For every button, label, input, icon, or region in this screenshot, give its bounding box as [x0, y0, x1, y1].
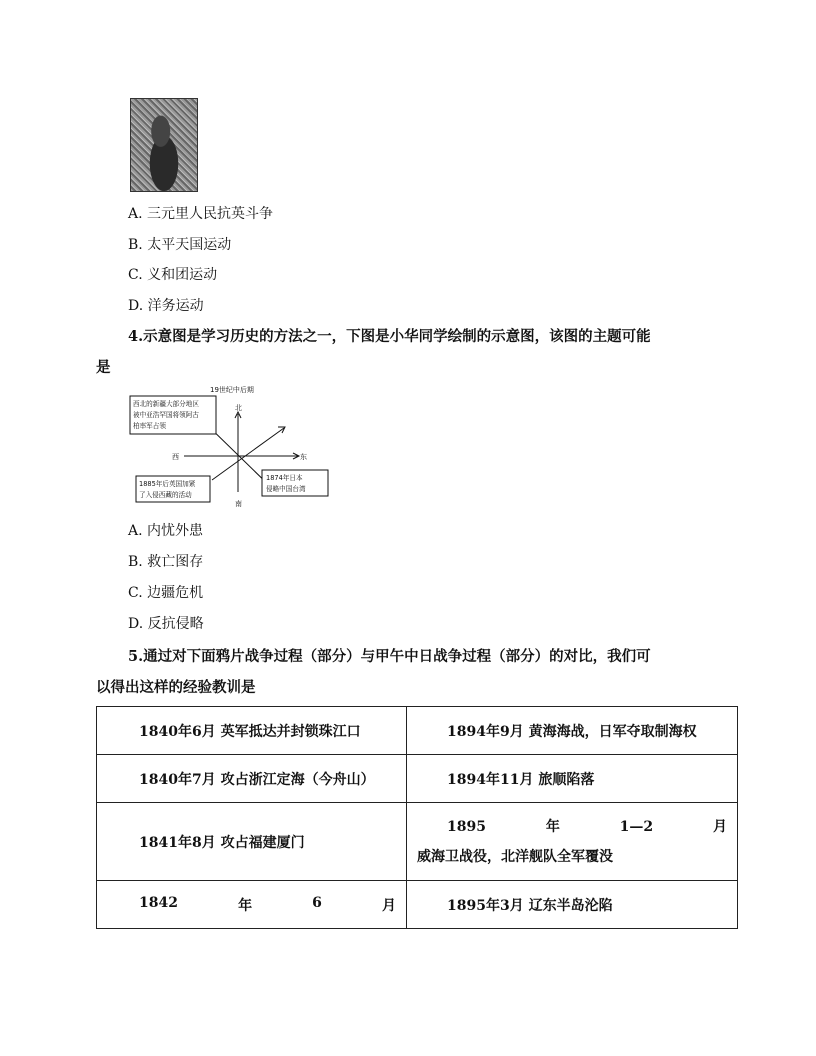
box-se-line2: 侵略中国台湾 — [266, 485, 306, 493]
opium-war-event: 1840年7月 攻占浙江定海（今舟山） — [139, 771, 375, 788]
schematic-diagram — [128, 384, 338, 508]
date-year: 1895 — [447, 818, 486, 835]
table-row — [97, 755, 738, 803]
q3-option-c: C. 义和团运动 — [128, 267, 218, 283]
sino-japanese-war-event: 1894年9月 黄海海战，日军夺取制海权 — [447, 723, 697, 740]
direction-north: 北 — [235, 404, 242, 412]
date-year-unit: 年 — [238, 897, 253, 914]
q4-stem-line2: 是 — [96, 359, 111, 376]
box-sw-line1: 1885年后英国加紧 — [139, 480, 196, 488]
historical-photo — [130, 98, 198, 192]
direction-west: 西 — [172, 453, 179, 461]
sino-japanese-war-event: 1895年3月 辽东半岛沦陷 — [447, 897, 613, 914]
box-southwest — [136, 476, 210, 502]
q4-option-c: C. 边疆危机 — [128, 585, 204, 601]
direction-south: 南 — [235, 500, 242, 508]
box-sw-line2: 了入侵西藏的活动 — [139, 491, 192, 499]
box-nw-line1: 西北的新疆大部分地区 — [133, 400, 199, 408]
q4-stem-line1: 4.示意图是学习历史的方法之一，下图是小华同学绘制的示意图，该图的主题可能 — [128, 328, 651, 345]
box-se-line1: 1874年日本 — [266, 474, 303, 482]
q3-option-d: D. 洋务运动 — [128, 298, 204, 314]
diagram-title: 19世纪中后期 — [210, 386, 254, 394]
date-year-unit: 年 — [545, 818, 560, 835]
q4-option-b: B. 救亡图存 — [128, 554, 204, 570]
date-month-unit: 月 — [382, 897, 396, 914]
opium-war-event: 1841年8月 攻占福建厦门 — [139, 834, 305, 851]
q4-option-d: D. 反抗侵略 — [128, 616, 204, 632]
date-month-unit: 月 — [712, 818, 727, 835]
box-nw-line2: 被中亚浩罕国将领阿古 — [133, 411, 199, 419]
q3-option-b: B. 太平天国运动 — [128, 237, 232, 253]
box-nw-line3: 柏率军占领 — [133, 422, 166, 430]
sino-japanese-war-event: 威海卫战役，北洋舰队全军覆没 — [417, 848, 613, 865]
q5-stem-line2: 以得出这样的经验教训是 — [96, 679, 256, 696]
q4-option-a: A. 内忧外患 — [128, 523, 204, 539]
direction-east: 东 — [300, 453, 307, 461]
box-southeast — [262, 470, 328, 496]
q5-stem-line1: 5.通过对下面鸦片战争过程（部分）与甲午中日战争过程（部分）的对比，我们可 — [128, 648, 651, 665]
opium-war-event: 1840年6月 英军抵达并封锁珠江口 — [139, 723, 361, 740]
q3-option-a: A. 三元里人民抗英斗争 — [128, 206, 274, 222]
table-row — [97, 881, 738, 929]
sino-japanese-war-event: 1894年11月 旅顺陷落 — [447, 771, 595, 788]
opium-war-date — [97, 895, 406, 915]
date-month: 1—2 — [619, 818, 654, 835]
table-row — [97, 803, 738, 881]
date-year: 1842 — [139, 894, 178, 911]
sino-japanese-war-date — [407, 812, 737, 842]
box-northwest — [130, 396, 216, 434]
war-comparison-table — [96, 706, 738, 929]
table-row — [97, 707, 738, 755]
date-month: 6 — [312, 894, 322, 911]
